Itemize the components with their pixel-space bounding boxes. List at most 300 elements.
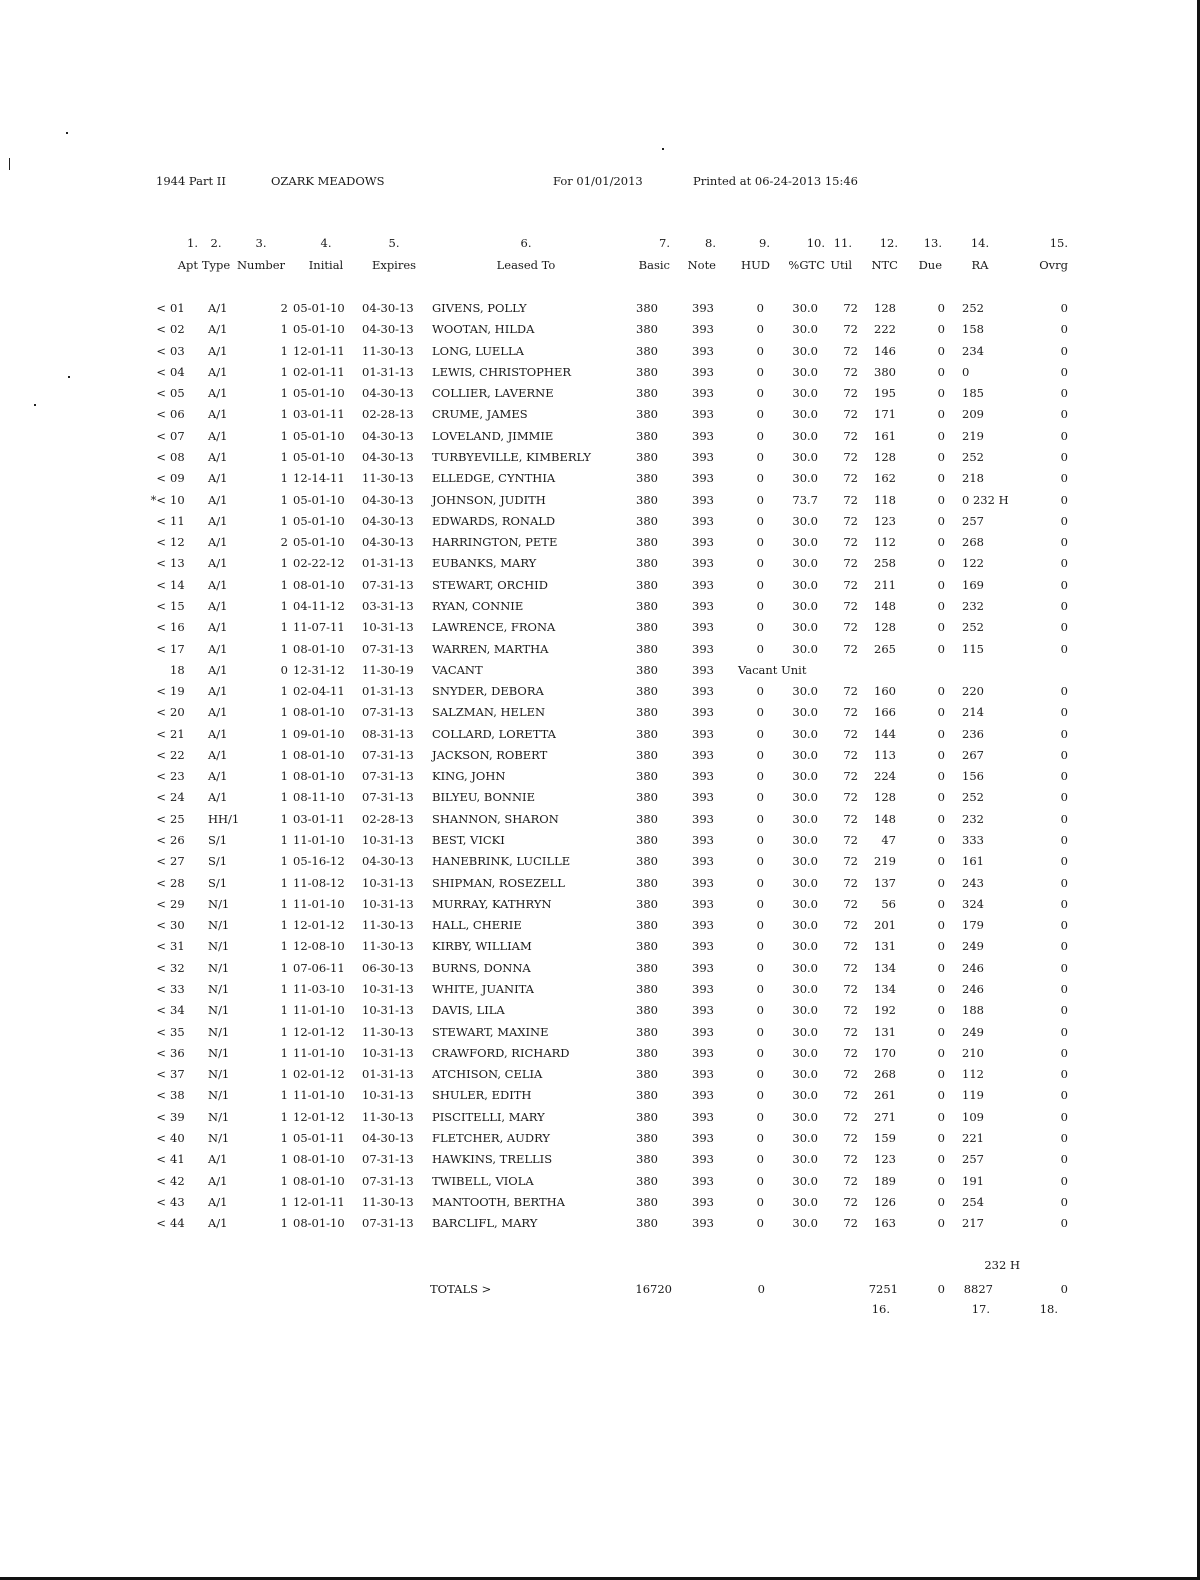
ovrg-cell: 0: [1060, 1045, 1068, 1060]
report-id: 1944 Part II: [156, 174, 226, 188]
util-cell: 72: [843, 1024, 858, 1039]
table-row: [0, 1088, 1200, 1104]
apt-cell: 21: [170, 726, 185, 741]
hud-cell: 0: [756, 769, 764, 784]
ntc-cell: 56: [881, 896, 896, 911]
ra-cell: 122: [962, 556, 984, 571]
apt-cell: 07: [170, 428, 185, 443]
initial-date-cell: 05-01-10: [293, 535, 345, 550]
util-cell: 72: [843, 1130, 858, 1145]
basic-cell: 380: [636, 1173, 658, 1188]
type-cell: A/1: [208, 769, 228, 784]
expires-date-cell: 07-31-13: [362, 705, 414, 720]
leased-to-cell: LEWIS, CHRISTOPHER: [432, 364, 571, 379]
basic-cell: 380: [636, 939, 658, 954]
due-cell: 0: [937, 918, 945, 933]
column-header-13: Due: [918, 258, 942, 272]
hud-cell: 0: [756, 747, 764, 762]
gtc-cell: 30.0: [792, 790, 818, 805]
gtc-cell: 30.0: [792, 556, 818, 571]
leased-to-cell: TURBYEVILLE, KIMBERLY: [432, 450, 591, 464]
gtc-cell: 30.0: [792, 1109, 818, 1124]
scan-dot: [66, 132, 68, 134]
hud-cell: 0: [756, 1194, 764, 1209]
due-cell: 0: [937, 854, 945, 869]
expires-date-cell: 11-30-13: [362, 1109, 414, 1124]
ra-cell: 219: [962, 428, 984, 443]
row-marker: <: [156, 1216, 166, 1230]
ntc-cell: 159: [874, 1130, 896, 1145]
table-row: [0, 790, 1200, 806]
number-cell: 1: [280, 833, 288, 847]
gtc-cell: 30.0: [792, 705, 818, 720]
row-marker: <: [156, 982, 166, 996]
hud-cell: 0: [756, 1045, 764, 1060]
gtc-cell: 30.0: [792, 769, 818, 784]
number-cell: 1: [280, 513, 288, 528]
ra-cell: 243: [962, 875, 984, 890]
note-cell: 393: [692, 875, 714, 890]
number-cell: 1: [280, 769, 288, 784]
basic-cell: 380: [636, 450, 658, 464]
ra-cell: 246: [962, 982, 984, 996]
row-marker: <: [156, 811, 166, 826]
apt-cell: 27: [170, 854, 185, 869]
number-cell: 1: [280, 875, 288, 890]
ovrg-cell: 0: [1060, 1194, 1068, 1209]
ntc-cell: 131: [874, 1024, 896, 1039]
apt-cell: 41: [170, 1152, 185, 1167]
gtc-cell: 30.0: [792, 960, 818, 975]
expires-date-cell: 04-30-13: [362, 492, 414, 507]
due-cell: 0: [937, 875, 945, 890]
util-cell: 72: [843, 598, 858, 613]
expires-date-cell: 07-31-13: [362, 577, 414, 592]
due-cell: 0: [937, 747, 945, 762]
initial-date-cell: 11-01-10: [293, 1003, 345, 1018]
number-cell: 1: [280, 364, 288, 379]
due-cell: 0: [937, 982, 945, 996]
util-cell: 72: [843, 769, 858, 784]
ra-cell: 115: [962, 641, 984, 656]
table-row: [0, 939, 1200, 955]
util-cell: 72: [843, 982, 858, 996]
apt-cell: 15: [170, 598, 185, 613]
type-cell: N/1: [208, 896, 230, 911]
ra-cell: 0 232 H: [962, 492, 1009, 507]
table-row: [0, 407, 1200, 423]
hud-cell: 0: [756, 301, 764, 315]
gtc-cell: 30.0: [792, 407, 818, 422]
note-cell: 393: [692, 1109, 714, 1124]
hud-cell: 0: [756, 875, 764, 890]
ovrg-cell: 0: [1060, 854, 1068, 869]
ovrg-cell: 0: [1060, 918, 1068, 933]
expires-date-cell: 01-31-13: [362, 684, 414, 698]
note-cell: 393: [692, 492, 714, 507]
leased-to-cell: JACKSON, ROBERT: [432, 747, 548, 762]
number-cell: 1: [280, 939, 288, 954]
column-header-7: Basic: [638, 258, 670, 272]
apt-cell: 33: [170, 982, 185, 996]
expires-date-cell: 02-28-13: [362, 407, 414, 422]
basic-cell: 380: [636, 1024, 658, 1039]
hud-cell: 0: [756, 896, 764, 911]
table-row: [0, 386, 1200, 402]
expires-date-cell: 01-31-13: [362, 364, 414, 379]
number-cell: 1: [280, 1130, 288, 1145]
row-marker: <: [156, 726, 166, 741]
gtc-cell: 30.0: [792, 641, 818, 656]
initial-date-cell: 05-01-10: [293, 450, 345, 464]
leased-to-cell: BEST, VICKI: [432, 833, 505, 847]
row-marker: <: [156, 875, 166, 890]
totals-basic: 16720: [635, 1282, 672, 1296]
hud-cell: 0: [756, 1003, 764, 1018]
type-cell: A/1: [208, 598, 228, 613]
note-cell: 393: [692, 1130, 714, 1145]
ovrg-cell: 0: [1060, 641, 1068, 656]
util-cell: 72: [843, 1088, 858, 1103]
column-header-9: HUD: [741, 258, 770, 272]
ovrg-cell: 0: [1060, 896, 1068, 911]
ovrg-cell: 0: [1060, 1130, 1068, 1145]
type-cell: N/1: [208, 1067, 230, 1082]
ovrg-cell: 0: [1060, 620, 1068, 635]
util-cell: 72: [843, 939, 858, 954]
util-cell: 72: [843, 833, 858, 847]
row-marker: <: [156, 450, 166, 464]
note-cell: 393: [692, 471, 714, 486]
type-cell: A/1: [208, 407, 228, 422]
ovrg-cell: 0: [1060, 726, 1068, 741]
hud-cell: 0: [756, 513, 764, 528]
ra-cell: 333: [962, 833, 984, 847]
apt-cell: 36: [170, 1045, 185, 1060]
leased-to-cell: BILYEU, BONNIE: [432, 790, 535, 805]
leased-to-cell: COLLIER, LAVERNE: [432, 386, 554, 401]
ra-cell: 156: [962, 769, 984, 784]
ra-cell: 254: [962, 1194, 984, 1209]
expires-date-cell: 03-31-13: [362, 598, 414, 613]
ntc-cell: 189: [874, 1173, 896, 1188]
table-row: [0, 1067, 1200, 1083]
hud-cell: 0: [756, 1067, 764, 1082]
due-cell: 0: [937, 301, 945, 315]
due-cell: 0: [937, 386, 945, 401]
apt-cell: 10: [170, 492, 185, 507]
expires-date-cell: 10-31-13: [362, 620, 414, 635]
hud-cell: 0: [756, 1152, 764, 1167]
hud-cell: 0: [756, 407, 764, 422]
row-marker: <: [156, 790, 166, 805]
column-header-11: Util: [830, 258, 852, 272]
table-row: [0, 812, 1200, 828]
ntc-cell: 219: [874, 854, 896, 869]
hud-cell: 0: [756, 577, 764, 592]
ntc-cell: 123: [874, 1152, 896, 1167]
apt-cell: 44: [170, 1216, 185, 1230]
ovrg-cell: 0: [1060, 428, 1068, 443]
basic-cell: 380: [636, 364, 658, 379]
number-cell: 1: [280, 726, 288, 741]
table-row: [0, 1025, 1200, 1041]
note-cell: 393: [692, 513, 714, 528]
note-cell: 393: [692, 982, 714, 996]
column-header-15: Ovrg: [1039, 258, 1068, 272]
ntc-cell: 222: [874, 322, 896, 337]
util-cell: 72: [843, 620, 858, 635]
table-row: [0, 769, 1200, 785]
leased-to-cell: SALZMAN, HELEN: [432, 705, 546, 720]
util-cell: 72: [843, 1194, 858, 1209]
basic-cell: 380: [636, 1152, 658, 1167]
initial-date-cell: 12-01-11: [293, 343, 345, 358]
ra-cell: 209: [962, 407, 984, 422]
totals-ovrg: 0: [1060, 1282, 1068, 1296]
gtc-cell: 30.0: [792, 301, 818, 315]
due-cell: 0: [937, 1173, 945, 1188]
scan-mark: [9, 158, 10, 170]
due-cell: 0: [937, 641, 945, 656]
note-cell: 393: [692, 428, 714, 443]
apt-cell: 39: [170, 1109, 185, 1124]
note-cell: 393: [692, 662, 714, 677]
ra-cell: 232: [962, 598, 984, 613]
util-cell: 72: [843, 1216, 858, 1230]
ntc-cell: 128: [874, 790, 896, 805]
type-cell: A/1: [208, 620, 228, 635]
hud-cell: 0: [756, 450, 764, 464]
hud-cell: 0: [756, 556, 764, 571]
leased-to-cell: WHITE, JUANITA: [432, 982, 534, 996]
type-cell: N/1: [208, 1130, 230, 1145]
ntc-cell: 148: [874, 811, 896, 826]
number-cell: 1: [280, 1152, 288, 1167]
ovrg-cell: 0: [1060, 598, 1068, 613]
leased-to-cell: KING, JOHN: [432, 769, 506, 784]
column-number-5: 5.: [388, 236, 400, 250]
initial-date-cell: 08-01-10: [293, 1152, 345, 1167]
ntc-cell: 146: [874, 343, 896, 358]
basic-cell: 380: [636, 1194, 658, 1209]
hud-cell: 0: [756, 428, 764, 443]
initial-date-cell: 08-01-10: [293, 1216, 345, 1230]
hud-cell: 0: [756, 1109, 764, 1124]
gtc-cell: 30.0: [792, 1173, 818, 1188]
basic-cell: 380: [636, 982, 658, 996]
note-cell: 393: [692, 598, 714, 613]
apt-cell: 20: [170, 705, 185, 720]
ra-cell: 249: [962, 939, 984, 954]
number-cell: 1: [280, 811, 288, 826]
number-cell: 1: [280, 960, 288, 975]
row-marker: <: [156, 364, 166, 379]
basic-cell: 380: [636, 471, 658, 486]
basic-cell: 380: [636, 535, 658, 550]
leased-to-cell: SHIPMAN, ROSEZELL: [432, 875, 565, 890]
leased-to-cell: HALL, CHERIE: [432, 918, 522, 933]
column-number-9: 9.: [759, 236, 770, 250]
row-marker: <: [156, 705, 166, 720]
util-cell: 72: [843, 407, 858, 422]
gtc-cell: 30.0: [792, 875, 818, 890]
initial-date-cell: 12-01-11: [293, 1194, 345, 1209]
row-marker: <: [156, 747, 166, 762]
initial-date-cell: 08-01-10: [293, 769, 345, 784]
number-cell: 1: [280, 492, 288, 507]
util-cell: 72: [843, 535, 858, 550]
basic-cell: 380: [636, 428, 658, 443]
number-cell: 0: [280, 662, 288, 677]
ra-cell: 210: [962, 1045, 984, 1060]
column-number-7: 7.: [659, 236, 670, 250]
scan-dot: [662, 148, 664, 150]
number-cell: 1: [280, 1109, 288, 1124]
gtc-cell: 30.0: [792, 918, 818, 933]
basic-cell: 380: [636, 769, 658, 784]
ra-cell: 161: [962, 854, 984, 869]
number-cell: 1: [280, 1216, 288, 1230]
ntc-cell: 118: [874, 492, 896, 507]
gtc-cell: 30.0: [792, 513, 818, 528]
apt-cell: 42: [170, 1173, 185, 1188]
row-marker: <: [156, 960, 166, 975]
number-cell: 1: [280, 747, 288, 762]
row-marker: <: [156, 1003, 166, 1018]
util-cell: 72: [843, 790, 858, 805]
row-marker: <: [156, 939, 166, 954]
table-row: [0, 833, 1200, 849]
ovrg-cell: 0: [1060, 960, 1068, 975]
row-marker: *<: [150, 492, 166, 507]
basic-cell: 380: [636, 662, 658, 677]
basic-cell: 380: [636, 726, 658, 741]
type-cell: A/1: [208, 364, 228, 379]
note-cell: 393: [692, 450, 714, 464]
util-cell: 72: [843, 513, 858, 528]
due-cell: 0: [937, 960, 945, 975]
note-cell: 393: [692, 1216, 714, 1230]
column-number-12: 12.: [879, 236, 898, 250]
due-cell: 0: [937, 705, 945, 720]
due-cell: 0: [937, 896, 945, 911]
row-marker: <: [156, 513, 166, 528]
gtc-cell: 30.0: [792, 684, 818, 698]
ra-cell: 218: [962, 471, 984, 486]
table-row: [0, 514, 1200, 530]
type-cell: A/1: [208, 684, 228, 698]
initial-date-cell: 05-01-11: [293, 1130, 345, 1145]
gtc-cell: 30.0: [792, 1003, 818, 1018]
hud-cell: 0: [756, 641, 764, 656]
note-cell: 393: [692, 620, 714, 635]
type-cell: A/1: [208, 450, 228, 464]
column-header-12: NTC: [871, 258, 898, 272]
ovrg-cell: 0: [1060, 1067, 1068, 1082]
basic-cell: 380: [636, 1109, 658, 1124]
leased-to-cell: LOVELAND, JIMMIE: [432, 428, 554, 443]
number-cell: 1: [280, 556, 288, 571]
ovrg-cell: 0: [1060, 1173, 1068, 1188]
gtc-cell: 30.0: [792, 1216, 818, 1230]
expires-date-cell: 06-30-13: [362, 960, 414, 975]
apt-cell: 05: [170, 386, 185, 401]
initial-date-cell: 12-01-12: [293, 918, 345, 933]
hud-cell: 0: [756, 854, 764, 869]
initial-date-cell: 12-31-12: [293, 662, 345, 677]
type-cell: A/1: [208, 790, 228, 805]
table-row: [0, 493, 1200, 509]
apt-cell: 12: [170, 535, 185, 550]
ovrg-cell: 0: [1060, 1024, 1068, 1039]
ovrg-cell: 0: [1060, 407, 1068, 422]
leased-to-cell: SNYDER, DEBORA: [432, 684, 544, 698]
row-marker: <: [156, 1194, 166, 1209]
initial-date-cell: 11-01-10: [293, 1088, 345, 1103]
gtc-cell: 30.0: [792, 1024, 818, 1039]
gtc-cell: 30.0: [792, 1067, 818, 1082]
column-number-row: [0, 236, 1200, 252]
note-cell: 393: [692, 960, 714, 975]
due-cell: 0: [937, 1109, 945, 1124]
apt-cell: 22: [170, 747, 185, 762]
ovrg-cell: 0: [1060, 364, 1068, 379]
basic-cell: 380: [636, 620, 658, 635]
type-cell: HH/1: [208, 811, 240, 826]
util-cell: 72: [843, 322, 858, 337]
number-cell: 1: [280, 896, 288, 911]
number-cell: 1: [280, 1173, 288, 1188]
ntc-cell: 211: [874, 577, 896, 592]
leased-to-cell: STEWART, ORCHID: [432, 577, 548, 592]
initial-date-cell: 02-22-12: [293, 556, 345, 571]
note-cell: 393: [692, 1173, 714, 1188]
leased-to-cell: MANTOOTH, BERTHA: [432, 1194, 565, 1209]
hud-cell: 0: [756, 620, 764, 635]
number-cell: 1: [280, 1045, 288, 1060]
hud-cell: Vacant Unit: [738, 662, 807, 677]
basic-cell: 380: [636, 811, 658, 826]
ovrg-cell: 0: [1060, 343, 1068, 358]
hud-cell: 0: [756, 1173, 764, 1188]
initial-date-cell: 05-01-10: [293, 492, 345, 507]
number-cell: 1: [280, 982, 288, 996]
leased-to-cell: BURNS, DONNA: [432, 960, 531, 975]
ovrg-cell: 0: [1060, 301, 1068, 315]
gtc-cell: 30.0: [792, 747, 818, 762]
due-cell: 0: [937, 1216, 945, 1230]
note-cell: 393: [692, 684, 714, 698]
util-cell: 72: [843, 705, 858, 720]
table-row: [0, 1110, 1200, 1126]
gtc-cell: 30.0: [792, 982, 818, 996]
number-cell: 1: [280, 322, 288, 337]
leased-to-cell: GIVENS, POLLY: [432, 301, 527, 315]
apt-cell: 38: [170, 1088, 185, 1103]
scan-dot: [34, 404, 36, 406]
ra-cell: 191: [962, 1173, 984, 1188]
apt-cell: 30: [170, 918, 185, 933]
hud-cell: 0: [756, 705, 764, 720]
util-cell: 72: [843, 1003, 858, 1018]
table-row: [0, 344, 1200, 360]
due-cell: 0: [937, 535, 945, 550]
note-cell: 393: [692, 1045, 714, 1060]
due-cell: 0: [937, 1045, 945, 1060]
basic-cell: 380: [636, 1216, 658, 1230]
type-cell: N/1: [208, 1024, 230, 1039]
